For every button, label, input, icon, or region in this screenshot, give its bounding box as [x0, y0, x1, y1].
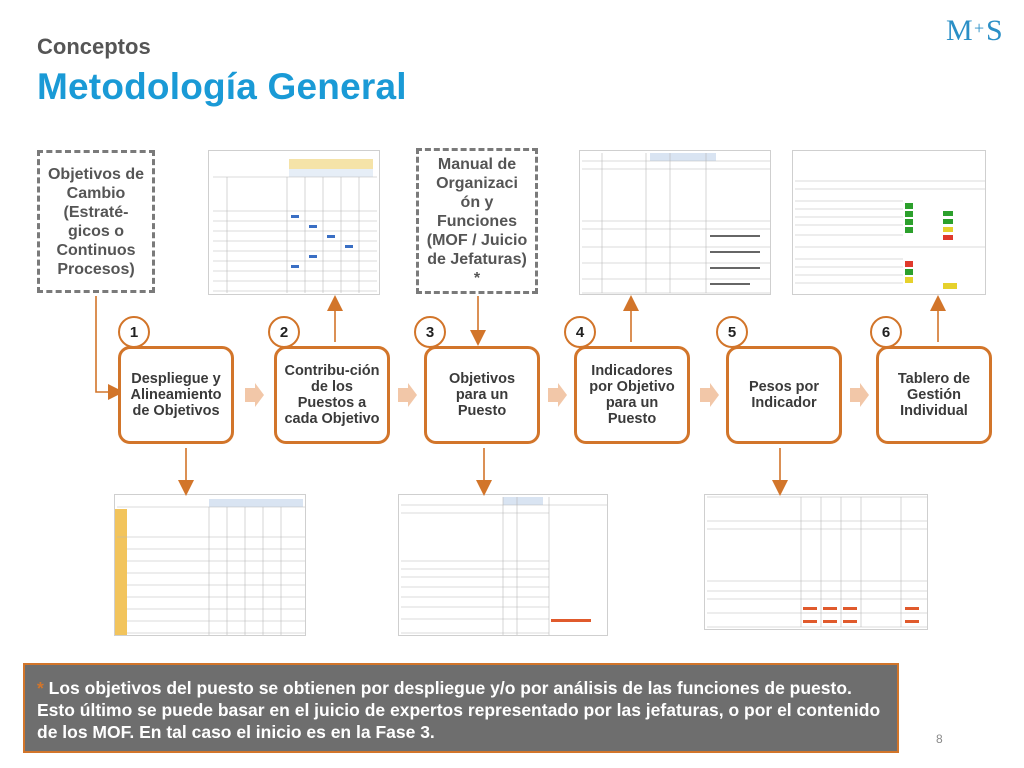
- chevron-right-icon: [848, 382, 870, 408]
- objetivos-de-cambio-box: [37, 150, 155, 293]
- stage-5-number: 5: [716, 316, 748, 348]
- thumbnail-indicadores-table: [579, 150, 771, 295]
- company-logo: [944, 12, 1008, 48]
- page-number: 8: [936, 732, 943, 746]
- thumbnail-contribucion-table: [208, 150, 380, 295]
- chevron-right-icon: [243, 382, 265, 408]
- stage-1-label: Despliegue y Alineamiento de Objetivos: [130, 371, 222, 419]
- thumbnail-tablero-table: [792, 150, 986, 295]
- stage-6-label: Tablero de Gestión Individual: [897, 371, 971, 419]
- chevron-right-icon: [546, 382, 568, 408]
- stage-5-box: [726, 346, 842, 444]
- stage-3-number: 3: [414, 316, 446, 348]
- thumbnail-despliegue-table: [114, 494, 306, 636]
- page-title: Metodología General: [37, 66, 407, 107]
- svg-text:M: M: [946, 14, 973, 47]
- mof-box: [416, 148, 538, 294]
- thumbnail-objetivos-puesto-table: [398, 494, 608, 636]
- stage-1-number: 1: [118, 316, 150, 348]
- stage-3-label: Objetivos para un Puesto: [448, 371, 516, 419]
- chevron-right-icon: [698, 382, 720, 408]
- footnote-text: Los objetivos del puesto se obtienen por despliegue y/o por análisis de las funciones de puesto. Esto último se puede basar en el juicio de expertos representado por las jefaturas, o por el contenido de los MOF. En tal caso el inicio es en la Fase 3.: [37, 678, 881, 742]
- stage-2-number: 2: [268, 316, 300, 348]
- mof-label: Manual de Organizaci ón y Funciones (MOF / Juicio de Jefaturas) *: [426, 155, 528, 287]
- stage-6-box: [876, 346, 992, 444]
- stage-4-number: 4: [564, 316, 596, 348]
- stage-2-label: Contribu-ción de los Puestos a cada Objetivo: [284, 363, 380, 427]
- stage-6-number: 6: [870, 316, 902, 348]
- stage-3-box: [424, 346, 540, 444]
- stage-1-box: [118, 346, 234, 444]
- stage-4-box: [574, 346, 690, 444]
- stage-2-box: [274, 346, 390, 444]
- section-subtitle: Conceptos: [37, 34, 151, 59]
- chevron-right-icon: [396, 382, 418, 408]
- svg-text:+: +: [974, 18, 985, 38]
- stage-4-label: Indicadores por Objetivo para un Puesto: [589, 363, 675, 427]
- objetivos-de-cambio-label: Objetivos de Cambio (Estraté-gicos o Continuos Procesos): [47, 165, 145, 278]
- thumbnail-pesos-table: [704, 494, 928, 630]
- stage-5-label: Pesos por Indicador: [748, 379, 820, 411]
- footnote-star: *: [37, 678, 44, 698]
- svg-text:S: S: [986, 14, 1003, 47]
- footnote-box: [23, 663, 899, 753]
